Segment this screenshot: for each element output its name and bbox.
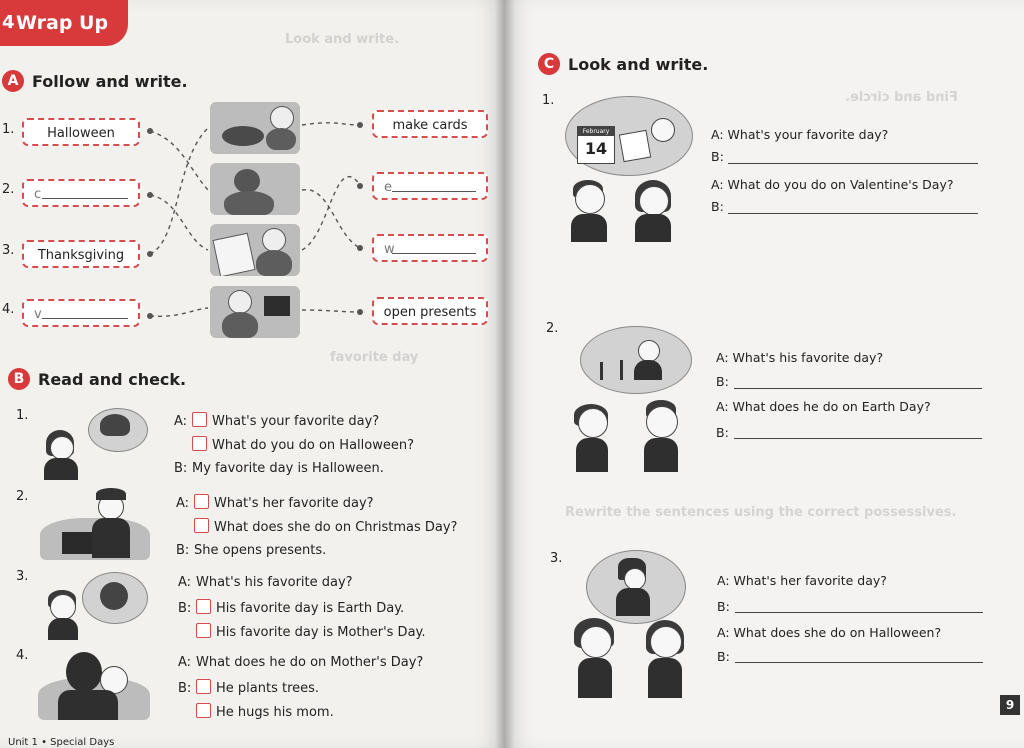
c1-answer-1-line[interactable]	[728, 163, 978, 164]
match-dot[interactable]	[357, 183, 363, 189]
b3-line-2: B: His favorite day is Earth Day.	[178, 601, 405, 616]
calendar-icon: February 14	[577, 126, 615, 164]
c1-answer-2-line[interactable]	[728, 213, 978, 214]
banner-title: Wrap Up	[16, 12, 109, 34]
c3-answer-2-label: B:	[717, 649, 730, 664]
b4-line-3: He hugs his mom.	[178, 703, 334, 720]
b2-line-2: What does she do on Christmas Day?	[176, 518, 457, 535]
section-c-heading	[538, 53, 708, 75]
checkbox[interactable]	[192, 412, 207, 427]
word-box-blank-v[interactable]: v	[22, 299, 140, 327]
c-item-2-picture	[572, 326, 694, 474]
c2-answer-1-line[interactable]	[734, 388, 982, 389]
word-box-halloween: Halloween	[22, 118, 140, 146]
a-row-2-number: 2.	[2, 182, 15, 197]
b-item-3-number: 3.	[16, 569, 29, 584]
c3-question-1: A: What's her favorite day?	[717, 573, 887, 588]
c3-answer-1-label: B:	[717, 599, 730, 614]
b-item-1-number: 1.	[16, 408, 29, 423]
c-item-3-number: 3.	[550, 551, 563, 566]
valentine-card-picture	[210, 224, 300, 276]
checkbox[interactable]	[196, 679, 211, 694]
c2-answer-2-line[interactable]	[734, 438, 982, 439]
b1-line-1: A: What's your favorite day?	[174, 414, 380, 429]
footer-unit: Unit 1 • Special Days	[8, 737, 115, 748]
b4-line-1: A: What does he do on Mother's Day?	[178, 655, 424, 670]
checkbox[interactable]	[196, 599, 211, 614]
presents-picture	[210, 286, 300, 338]
match-dot[interactable]	[357, 122, 363, 128]
checkbox[interactable]	[192, 436, 207, 451]
b-item-2-number: 2.	[16, 489, 29, 504]
match-dot[interactable]	[147, 313, 153, 319]
a-row-4-number: 4.	[2, 302, 15, 317]
match-dot[interactable]	[147, 192, 153, 198]
word-box-thanksgiving: Thanksgiving	[22, 240, 140, 268]
checkbox[interactable]	[194, 518, 209, 533]
b-item-1-picture	[40, 406, 152, 480]
b-item-2-picture	[40, 488, 150, 560]
b-item-3-picture	[40, 570, 152, 640]
b3-line-1: A: What's his favorite day?	[178, 575, 353, 590]
checkbox[interactable]	[196, 623, 211, 638]
c1-answer-2-label: B:	[711, 199, 724, 214]
c3-question-2: A: What does she do on Halloween?	[717, 625, 942, 640]
c2-question-2: A: What does he do on Earth Day?	[716, 399, 931, 414]
c3-answer-2-line[interactable]	[735, 662, 983, 663]
section-c-title: Look and write.	[568, 54, 709, 74]
b2-line-3: B: She opens presents.	[176, 543, 327, 558]
word-box-blank-w[interactable]: w	[372, 234, 488, 262]
b2-line-1: A: What's her favorite day?	[176, 496, 374, 511]
section-b-title: Read and check.	[38, 369, 187, 389]
b1-line-2: What do you do on Halloween?	[174, 436, 414, 453]
c1-question-2: A: What do you do on Valentine's Day?	[711, 177, 954, 192]
c-item-1-number: 1.	[542, 93, 555, 108]
c1-question-1: A: What's your favorite day?	[711, 127, 889, 142]
section-c-badge: C	[538, 53, 560, 75]
halloween-picture	[210, 163, 300, 215]
match-dot[interactable]	[147, 128, 153, 134]
b3-line-3: His favorite day is Mother's Day.	[178, 623, 426, 640]
b-item-4-number: 4.	[16, 648, 29, 663]
right-page: Find and circle. Rewrite the sentences using the correct possessives.	[505, 0, 1024, 748]
word-box-blank-c[interactable]: c	[22, 179, 140, 207]
match-dot[interactable]	[147, 251, 153, 257]
section-a-title: Follow and write.	[32, 71, 188, 91]
page-number: 9	[1000, 695, 1020, 715]
checkbox[interactable]	[196, 703, 211, 718]
thanksgiving-picture	[210, 102, 300, 154]
c-item-2-number: 2.	[546, 321, 559, 336]
wrap-up-banner: 4 Wrap Up	[0, 0, 128, 46]
b4-line-2: B: He plants trees.	[178, 681, 320, 696]
c2-question-1: A: What's his favorite day?	[716, 350, 884, 365]
word-box-open-presents: open presents	[372, 297, 488, 325]
section-b-badge: B	[8, 368, 30, 390]
c2-answer-2-label: B:	[716, 425, 729, 440]
c1-answer-1-label: B:	[711, 149, 724, 164]
a-row-1-number: 1.	[2, 122, 15, 137]
section-a-badge: A	[2, 70, 24, 92]
c2-answer-1-label: B:	[716, 374, 729, 389]
checkbox[interactable]	[194, 494, 209, 509]
c-item-3-picture	[572, 550, 696, 700]
section-b-heading	[8, 368, 186, 390]
word-box-make-cards: make cards	[372, 110, 488, 138]
a-row-3-number: 3.	[2, 243, 15, 258]
word-box-blank-e[interactable]: e	[372, 172, 488, 200]
c-item-1-picture	[565, 96, 693, 244]
left-page: Look and write. favorite day 4 Wrap Up A Follow and write. 1. Halloween 2. c 3. Thanksgiving 4. v make cards e w open presents B Read and check. 1. A: What's your favorite day? What do you do on Halloween? B: My favorite day is Halloween. 2. A: What's her favorite day? What does she do on Christmas Day? B: She opens presents. 3. A: What's his favorite day? B: His favorite day is Earth Day. His favorite day is Mother's Day. 4. A: What does he do on Mother's Day? B: He plants trees. He hugs his mom. Unit 1 • Special Days	[0, 0, 505, 748]
b1-line-3: B: My favorite day is Halloween.	[174, 461, 384, 476]
c3-answer-1-line[interactable]	[735, 612, 983, 613]
match-dot[interactable]	[357, 245, 363, 251]
match-dot[interactable]	[357, 309, 363, 315]
b-item-4-picture	[38, 648, 150, 720]
